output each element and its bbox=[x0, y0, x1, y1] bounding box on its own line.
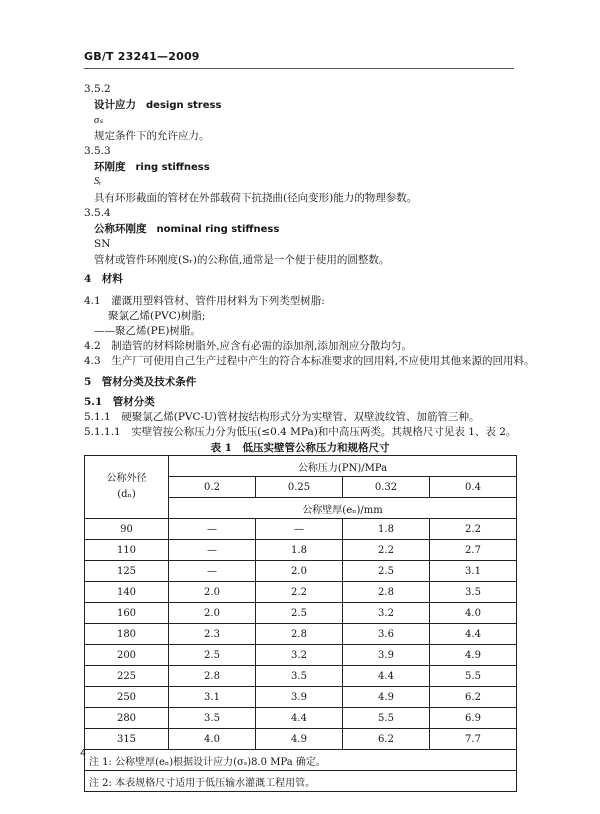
table-1 bbox=[84, 455, 517, 792]
table-row bbox=[85, 687, 517, 708]
wall-thickness-cell: 5.5 bbox=[430, 666, 517, 687]
clause-3-5-2-term bbox=[94, 98, 221, 113]
clause-3-5-2-number: 3.5.2 bbox=[84, 83, 111, 95]
standard-header: GB/T 23241—2009 bbox=[84, 50, 200, 63]
wall-thickness-cell: 4.9 bbox=[256, 729, 343, 750]
wall-thickness-cell: 2.7 bbox=[430, 540, 517, 561]
outer-diameter-cell: 140 bbox=[85, 582, 169, 603]
wall-thickness-cell: 3.5 bbox=[430, 582, 517, 603]
outer-diameter-cell: 250 bbox=[85, 687, 169, 708]
table-row bbox=[85, 540, 517, 561]
header-nominal-pressure: 公称压力(PN)/MPa bbox=[169, 456, 517, 477]
term-en: design stress bbox=[146, 100, 222, 111]
clause-5-1-1: 5.1.1 硬聚氯乙烯(PVC-U)管材按结构形式分为实壁管、双壁波纹管、加筋管三种。 bbox=[84, 411, 480, 423]
wall-thickness-cell: 4.0 bbox=[169, 729, 256, 750]
outer-diameter-cell: 110 bbox=[85, 540, 169, 561]
term-en: nominal ring stiffness bbox=[156, 224, 280, 235]
wall-thickness-cell: — bbox=[169, 561, 256, 582]
clause-3-5-3-term bbox=[94, 160, 210, 175]
wall-thickness-cell: — bbox=[169, 540, 256, 561]
wall-thickness-cell: — bbox=[169, 519, 256, 540]
table-row bbox=[85, 645, 517, 666]
wall-thickness-cell: 2.5 bbox=[256, 603, 343, 624]
term-en: ring stiffness bbox=[135, 162, 210, 173]
header-pressure: 0.32 bbox=[343, 477, 430, 498]
wall-thickness-cell: 3.2 bbox=[343, 603, 430, 624]
table-note1: 注 1: 公称壁厚(eₙ)根据设计应力(σₛ)8.0 MPa 确定。 bbox=[85, 750, 517, 771]
wall-thickness-cell: 2.2 bbox=[343, 540, 430, 561]
header-wall-thickness: 公称壁厚(eₙ)/mm bbox=[169, 498, 517, 519]
table-row bbox=[85, 582, 517, 603]
wall-thickness-cell: 4.4 bbox=[256, 708, 343, 729]
wall-thickness-cell: 2.8 bbox=[169, 666, 256, 687]
outer-diameter-cell: 225 bbox=[85, 666, 169, 687]
clause-5-1: 5.1 管材分类 bbox=[84, 396, 155, 408]
header-pressure: 0.2 bbox=[169, 477, 256, 498]
clause-5-1-1-1: 5.1.1.1 实壁管按公称压力分为低压(≤0.4 MPa)和中高压两类。其规格尺寸见表 1、表 2。 bbox=[84, 426, 517, 438]
clause-3-5-2-symbol: σₛ bbox=[94, 115, 104, 126]
table-row bbox=[85, 603, 517, 624]
clause-3-5-4-symbol: SN bbox=[94, 238, 111, 250]
table-row bbox=[85, 519, 517, 540]
wall-thickness-cell: 3.9 bbox=[343, 645, 430, 666]
wall-thickness-cell: 4.9 bbox=[343, 687, 430, 708]
clause-3-5-2-definition: 规定条件下的允许应力。 bbox=[94, 130, 210, 142]
wall-thickness-cell: 2.0 bbox=[169, 582, 256, 603]
table-1-caption: 表 1 低压实壁管公称压力和规格尺寸 bbox=[210, 442, 390, 454]
table-row bbox=[85, 624, 517, 645]
table-note-row bbox=[85, 771, 517, 792]
outer-diameter-cell: 180 bbox=[85, 624, 169, 645]
wall-thickness-cell: 7.7 bbox=[430, 729, 517, 750]
wall-thickness-cell: 2.2 bbox=[256, 582, 343, 603]
header-rule bbox=[84, 68, 514, 69]
table-row bbox=[85, 666, 517, 687]
clause-3-5-4-term bbox=[94, 222, 279, 237]
table-row bbox=[85, 561, 517, 582]
wall-thickness-cell: 4.4 bbox=[343, 666, 430, 687]
clause-3-5-4-definition: 管材或管件环刚度(Sᵣ)的公称值,通常是一个便于使用的圆整数。 bbox=[94, 254, 390, 266]
wall-thickness-cell: 3.9 bbox=[256, 687, 343, 708]
table-row bbox=[85, 729, 517, 750]
term-zh: 设计应力 bbox=[94, 99, 136, 111]
term-zh: 环刚度 bbox=[94, 161, 126, 173]
wall-thickness-cell: 5.5 bbox=[343, 708, 430, 729]
header-outer-diameter bbox=[85, 456, 169, 519]
header-od-label: 公称外径 bbox=[106, 473, 147, 484]
outer-diameter-cell: 90 bbox=[85, 519, 169, 540]
clause-4-2: 4.2 制造管的材料除树脂外,应含有必需的添加剂,添加剂应分散均匀。 bbox=[84, 340, 412, 352]
wall-thickness-cell: 3.6 bbox=[343, 624, 430, 645]
clause-4-1: 4.1 灌溉用塑料管材、管件用材料为下列类型树脂: bbox=[84, 295, 325, 307]
wall-thickness-cell: 2.8 bbox=[256, 624, 343, 645]
term-zh: 公称环刚度 bbox=[94, 223, 147, 235]
clause-4-1-item-b: ——聚乙烯(PE)树脂。 bbox=[94, 325, 201, 337]
wall-thickness-cell: 2.0 bbox=[256, 561, 343, 582]
wall-thickness-cell: — bbox=[256, 519, 343, 540]
section-5-title: 5 管材分类及技术条件 bbox=[84, 376, 197, 388]
wall-thickness-cell: 3.5 bbox=[169, 708, 256, 729]
clause-4-1-item-a: 聚氯乙烯(PVC)树脂; bbox=[108, 310, 206, 322]
wall-thickness-cell: 2.2 bbox=[430, 519, 517, 540]
wall-thickness-cell: 1.8 bbox=[256, 540, 343, 561]
header-od-symbol: (dₙ) bbox=[117, 489, 136, 500]
outer-diameter-cell: 280 bbox=[85, 708, 169, 729]
clause-4-3: 4.3 生产厂可使用自己生产过程中产生的符合本标准要求的回用料,不应使用其他来源的回用料。 bbox=[84, 355, 535, 367]
clause-3-5-4-number: 3.5.4 bbox=[84, 207, 111, 219]
wall-thickness-cell: 1.8 bbox=[343, 519, 430, 540]
wall-thickness-cell: 6.2 bbox=[430, 687, 517, 708]
table-note2: 注 2: 本表规格尺寸适用于低压输水灌溉工程用管。 bbox=[85, 771, 517, 792]
clause-3-5-3-definition: 具有环形截面的管材在外部载荷下抗挠曲(径向变形)能力的物理参数。 bbox=[94, 192, 418, 204]
wall-thickness-cell: 2.5 bbox=[343, 561, 430, 582]
header-pressure: 0.25 bbox=[256, 477, 343, 498]
outer-diameter-cell: 200 bbox=[85, 645, 169, 666]
table-header-row-1 bbox=[85, 456, 517, 477]
wall-thickness-cell: 6.9 bbox=[430, 708, 517, 729]
header-pressure: 0.4 bbox=[430, 477, 517, 498]
wall-thickness-cell: 3.1 bbox=[169, 687, 256, 708]
outer-diameter-cell: 125 bbox=[85, 561, 169, 582]
table-note-row bbox=[85, 750, 517, 771]
wall-thickness-cell: 2.3 bbox=[169, 624, 256, 645]
clause-3-5-3-number: 3.5.3 bbox=[84, 145, 111, 157]
wall-thickness-cell: 3.5 bbox=[256, 666, 343, 687]
table-row bbox=[85, 708, 517, 729]
page-number: 4 bbox=[80, 748, 87, 759]
wall-thickness-cell: 2.5 bbox=[169, 645, 256, 666]
outer-diameter-cell: 315 bbox=[85, 729, 169, 750]
wall-thickness-cell: 2.0 bbox=[169, 603, 256, 624]
wall-thickness-cell: 6.2 bbox=[343, 729, 430, 750]
clause-3-5-3-symbol: Sᵣ bbox=[94, 176, 102, 187]
section-4-title: 4 材料 bbox=[84, 273, 123, 285]
wall-thickness-cell: 4.9 bbox=[430, 645, 517, 666]
wall-thickness-cell: 4.4 bbox=[430, 624, 517, 645]
wall-thickness-cell: 3.1 bbox=[430, 561, 517, 582]
wall-thickness-cell: 4.0 bbox=[430, 603, 517, 624]
wall-thickness-cell: 3.2 bbox=[256, 645, 343, 666]
outer-diameter-cell: 160 bbox=[85, 603, 169, 624]
wall-thickness-cell: 2.8 bbox=[343, 582, 430, 603]
